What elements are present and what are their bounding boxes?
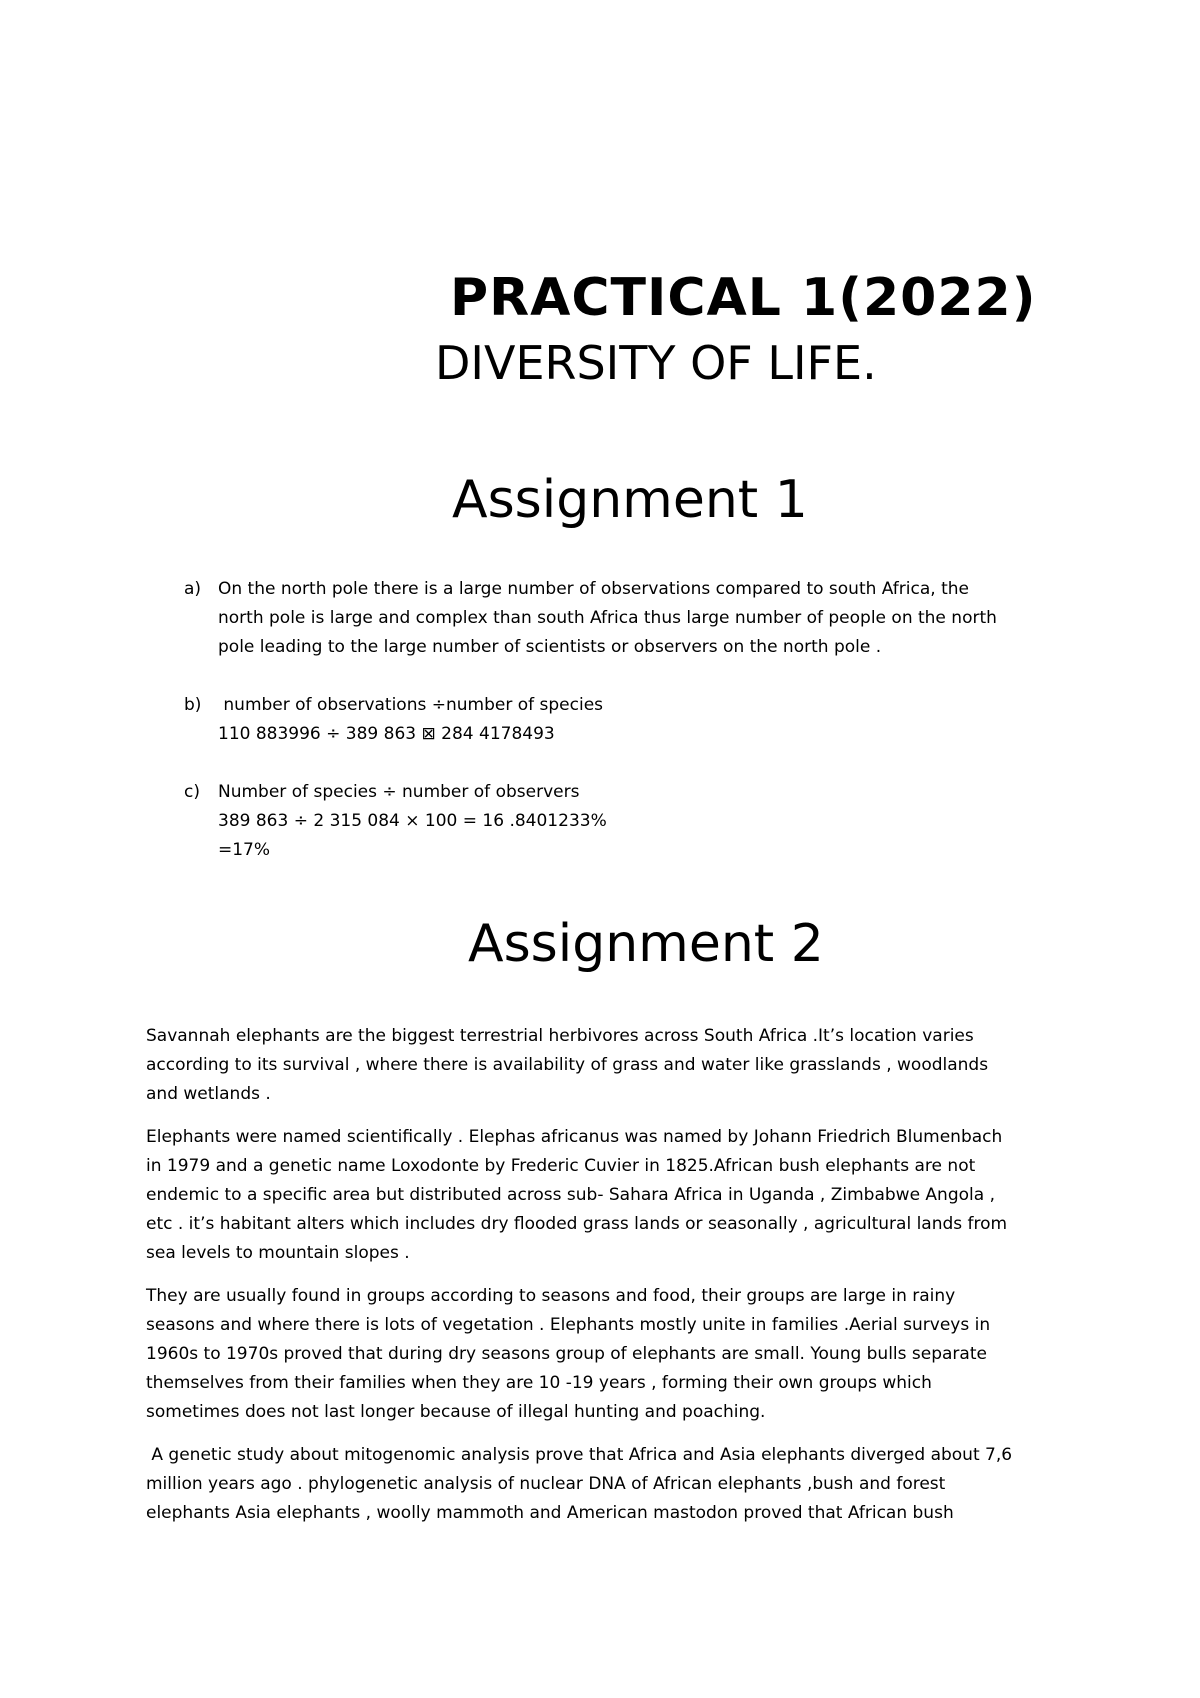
paragraph-line: etc . it’s habitant alters which includes dry flooded grass lands or seasonally , agricultural lands from xyxy=(146,1214,1008,1234)
paragraph-line: They are usually found in groups according to seasons and food, their groups are large in rainy xyxy=(146,1286,956,1306)
paragraph-line: themselves from their families when they are 10 -19 years , forming their own groups which xyxy=(146,1373,932,1393)
paragraph-line: 1960s to 1970s proved that during dry seasons group of elephants are small. Young bulls separate xyxy=(146,1344,987,1364)
paragraph xyxy=(146,1282,1076,1427)
paragraph xyxy=(146,1123,1076,1268)
list-item xyxy=(184,575,1064,662)
list-marker: c) xyxy=(184,782,200,802)
paragraph-line: seasons and where there is lots of vegetation . Elephants mostly unite in families .Aerial surveys in xyxy=(146,1315,991,1335)
assignment-2-body xyxy=(146,1022,1076,1542)
assignment-2-heading: Assignment 2 xyxy=(468,914,824,974)
paragraph-line: Elephants were named scientifically . Elephas africanus was named by Johann Friedrich Blumenbach xyxy=(146,1127,1003,1147)
document-title: PRACTICAL 1(2022) xyxy=(450,268,1037,328)
paragraph xyxy=(146,1022,1076,1109)
list-item-line: pole leading to the large number of scientists or observers on the north pole . xyxy=(218,637,882,657)
paragraph-line: in 1979 and a genetic name Loxodonte by Frederic Cuvier in 1825.African bush elephants are not xyxy=(146,1156,976,1176)
paragraph-line: Savannah elephants are the biggest terrestrial herbivores across South Africa .It’s location varies xyxy=(146,1026,974,1046)
paragraph-line: sea levels to mountain slopes . xyxy=(146,1243,410,1263)
paragraph-line: endemic to a specific area but distributed across sub- Sahara Africa in Uganda , Zimbabwe Angola , xyxy=(146,1185,995,1205)
list-marker: b) xyxy=(184,695,202,715)
list-item-line: On the north pole there is a large number of observations compared to south Africa, the xyxy=(218,579,969,599)
paragraph-line: according to its survival , where there is availability of grass and water like grasslands , woodlands xyxy=(146,1055,989,1075)
paragraph xyxy=(146,1441,1076,1528)
list-item-line: Number of species ÷ number of observers xyxy=(218,782,580,802)
paragraph-line: and wetlands . xyxy=(146,1084,271,1104)
paragraph-line: million years ago . phylogenetic analysis of nuclear DNA of African elephants ,bush and forest xyxy=(146,1474,946,1494)
assignment-1-list xyxy=(184,575,1064,865)
document-subtitle: DIVERSITY OF LIFE. xyxy=(435,336,877,390)
list-item-line: north pole is large and complex than south Africa thus large number of people on the north xyxy=(218,608,997,628)
list-item-line: =17% xyxy=(218,840,271,860)
list-item xyxy=(184,691,1064,749)
list-item xyxy=(184,778,1064,865)
assignment-1-heading: Assignment 1 xyxy=(452,470,808,530)
list-marker: a) xyxy=(184,579,202,599)
list-item-line: 389 863 ÷ 2 315 084 × 100 = 16 .8401233% xyxy=(218,811,607,831)
paragraph-line: sometimes does not last longer because of illegal hunting and poaching. xyxy=(146,1402,766,1422)
list-item-line: number of observations ÷number of species xyxy=(218,695,604,715)
paragraph-line: elephants Asia elephants , woolly mammoth and American mastodon proved that African bush xyxy=(146,1503,954,1523)
paragraph-line: A genetic study about mitogenomic analysis prove that Africa and Asia elephants diverged about 7,6 xyxy=(146,1445,1013,1465)
list-item-line: 110 883996 ÷ 389 863 ⊠ 284 4178493 xyxy=(218,724,555,744)
